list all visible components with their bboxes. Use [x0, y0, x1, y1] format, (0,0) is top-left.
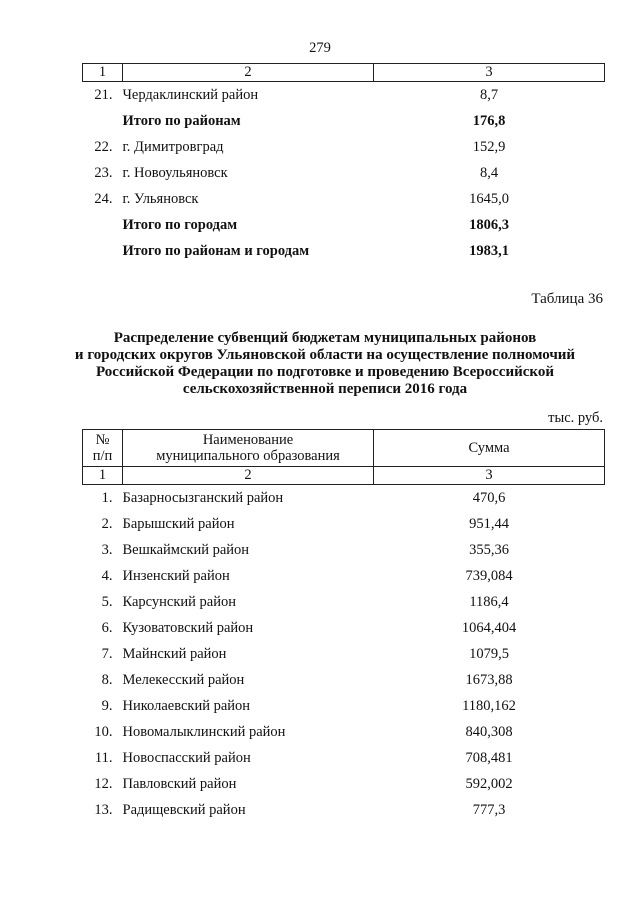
- row-name: Карсунский район: [122, 593, 237, 610]
- table-row: [83, 537, 605, 563]
- row-value: 951,44: [469, 515, 509, 532]
- row-number: 10.: [94, 723, 113, 740]
- subvention-table: [82, 429, 605, 823]
- row-value: 1079,5: [469, 645, 509, 662]
- header-text: Наименование: [202, 432, 294, 448]
- page-number: 279: [309, 40, 331, 56]
- header-sum: Сумма: [374, 430, 605, 467]
- row-number: 13.: [94, 801, 113, 818]
- table-header-row: [83, 64, 605, 82]
- table-row: [83, 693, 605, 719]
- row-value: 777,3: [472, 801, 506, 818]
- table-row: [83, 719, 605, 745]
- row-number: [83, 238, 123, 264]
- header-name: [123, 430, 374, 467]
- table-row: [83, 212, 605, 238]
- row-value: 1673,88: [465, 671, 513, 688]
- row-name: Павловский район: [122, 775, 237, 792]
- row-value: 355,36: [469, 541, 509, 558]
- row-value: 1180,162: [462, 697, 516, 714]
- row-value: 708,481: [465, 749, 513, 766]
- index-cell: 2: [123, 467, 374, 485]
- row-name: Чердаклинский район: [122, 86, 259, 103]
- table-row: [83, 511, 605, 537]
- row-number: 1.: [101, 489, 113, 506]
- table-row: [83, 771, 605, 797]
- units-label: тыс. руб.: [548, 410, 603, 426]
- row-value: 840,308: [465, 723, 513, 740]
- row-name: Итого по районам: [122, 112, 241, 129]
- row-number: 9.: [101, 697, 113, 714]
- index-cell: 1: [83, 467, 123, 485]
- row-value: 8,7: [479, 86, 499, 103]
- index-cell: 3: [374, 467, 605, 485]
- row-name: г. Ульяновск: [122, 190, 199, 207]
- header-cell: 1: [83, 64, 123, 82]
- table-row: [83, 797, 605, 823]
- table-row: [83, 485, 605, 512]
- row-number: [83, 212, 123, 238]
- header-cell: 3: [374, 64, 605, 82]
- table-row: [83, 186, 605, 212]
- row-name: Майнский район: [122, 645, 227, 662]
- title-line: и городских округов Ульяновской области на осуществление полномочий: [74, 347, 576, 363]
- row-value: 152,9: [472, 138, 506, 155]
- row-number: 21.: [94, 86, 113, 103]
- row-value: 470,6: [472, 489, 506, 506]
- row-name: Кузоватовский район: [122, 619, 254, 636]
- row-name: г. Димитровград: [122, 138, 224, 155]
- row-value: 1983,1: [469, 242, 509, 259]
- table-row: [83, 134, 605, 160]
- row-number: 12.: [94, 775, 113, 792]
- table-header-row: [83, 430, 605, 467]
- row-value: 592,002: [465, 775, 513, 792]
- table-row: [83, 641, 605, 667]
- title-line: Российской Федерации по подготовке и проведению Всероссийской: [96, 364, 554, 380]
- row-value: 1064,404: [461, 619, 517, 636]
- table-label: Таблица 36: [531, 291, 603, 307]
- row-name: Мелекесский район: [122, 671, 245, 688]
- row-name: Инзенский район: [122, 567, 230, 584]
- row-name: Вешкаймский район: [122, 541, 250, 558]
- header-text: муниципального образования: [156, 448, 340, 464]
- row-value: 8,4: [479, 164, 499, 181]
- table-row: [83, 589, 605, 615]
- table-row: [83, 563, 605, 589]
- header-text: №: [95, 432, 110, 448]
- row-value: 1186,4: [469, 593, 509, 610]
- row-number: [83, 108, 123, 134]
- table-row: [83, 160, 605, 186]
- row-number: 22.: [94, 138, 113, 155]
- table-row: [83, 667, 605, 693]
- row-number: 8.: [101, 671, 113, 688]
- row-value: 1645,0: [469, 190, 509, 207]
- row-number: 2.: [101, 515, 113, 532]
- row-number: 23.: [94, 164, 113, 181]
- row-value: 176,8: [472, 112, 506, 129]
- table-row: [83, 615, 605, 641]
- row-number: 3.: [101, 541, 113, 558]
- row-value: 1806,3: [469, 216, 509, 233]
- table-row: [83, 82, 605, 109]
- row-name: Радищевский район: [122, 801, 246, 818]
- table-index-row: [83, 467, 605, 485]
- row-name: Итого по городам: [122, 216, 238, 233]
- header-cell: 2: [123, 64, 374, 82]
- row-number: 6.: [101, 619, 113, 636]
- row-number: 5.: [101, 593, 113, 610]
- table-title: [60, 330, 590, 398]
- table-row: [83, 745, 605, 771]
- table-row: [83, 238, 605, 264]
- row-name: Барышский район: [122, 515, 235, 532]
- title-line: Распределение субвенций бюджетам муниципальных районов: [113, 330, 537, 346]
- header-number: [83, 430, 123, 467]
- row-value: 739,084: [465, 567, 513, 584]
- row-name: Итого по районам и городам: [122, 242, 310, 259]
- row-name: Новомалыклинский район: [122, 723, 286, 740]
- row-name: Новоспасский район: [122, 749, 251, 766]
- row-number: 24.: [94, 190, 113, 207]
- row-name: Николаевский район: [122, 697, 251, 714]
- table-row: [83, 108, 605, 134]
- row-name: Базарносызганский район: [122, 489, 284, 506]
- row-number: 7.: [101, 645, 113, 662]
- row-name: г. Новоульяновск: [122, 164, 228, 181]
- row-number: 11.: [94, 749, 113, 766]
- table-continuation: [82, 63, 605, 264]
- header-text: п/п: [92, 448, 113, 464]
- title-line: сельскохозяйственной переписи 2016 года: [182, 381, 468, 397]
- row-number: 4.: [101, 567, 113, 584]
